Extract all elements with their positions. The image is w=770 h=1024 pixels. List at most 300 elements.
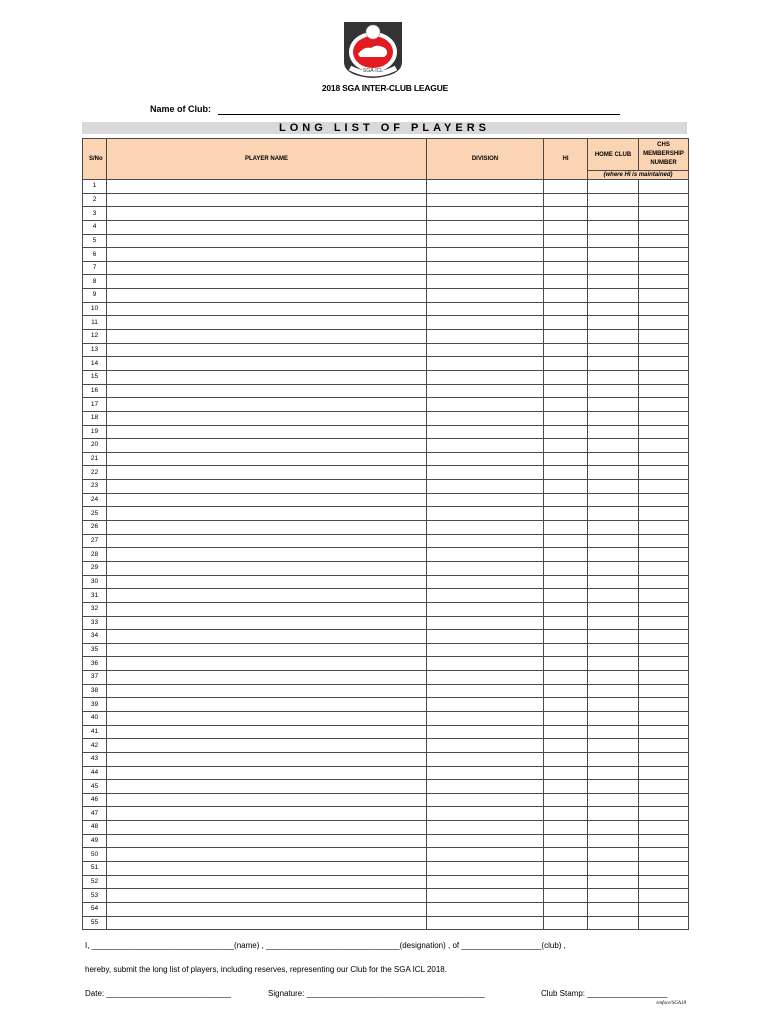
hi-cell[interactable]	[544, 261, 588, 275]
chs-number-cell[interactable]	[639, 766, 689, 780]
home-club-cell[interactable]	[588, 275, 639, 289]
hi-cell[interactable]	[544, 575, 588, 589]
home-club-cell[interactable]	[588, 862, 639, 876]
hi-cell[interactable]	[544, 411, 588, 425]
player-name-cell[interactable]	[107, 821, 427, 835]
division-cell[interactable]	[427, 193, 544, 207]
chs-number-cell[interactable]	[639, 834, 689, 848]
hi-cell[interactable]	[544, 220, 588, 234]
player-name-cell[interactable]	[107, 671, 427, 685]
hi-cell[interactable]	[544, 643, 588, 657]
division-cell[interactable]	[427, 575, 544, 589]
player-name-cell[interactable]	[107, 193, 427, 207]
player-name-cell[interactable]	[107, 330, 427, 344]
division-cell[interactable]	[427, 807, 544, 821]
home-club-cell[interactable]	[588, 807, 639, 821]
home-club-cell[interactable]	[588, 289, 639, 303]
player-name-cell[interactable]	[107, 834, 427, 848]
player-name-cell[interactable]	[107, 480, 427, 494]
division-cell[interactable]	[427, 220, 544, 234]
player-name-cell[interactable]	[107, 848, 427, 862]
home-club-cell[interactable]	[588, 493, 639, 507]
chs-number-cell[interactable]	[639, 616, 689, 630]
player-name-cell[interactable]	[107, 220, 427, 234]
chs-number-cell[interactable]	[639, 425, 689, 439]
chs-number-cell[interactable]	[639, 439, 689, 453]
home-club-cell[interactable]	[588, 684, 639, 698]
player-name-cell[interactable]	[107, 752, 427, 766]
division-cell[interactable]	[427, 207, 544, 221]
chs-number-cell[interactable]	[639, 398, 689, 412]
hi-cell[interactable]	[544, 916, 588, 930]
club-name-field[interactable]	[218, 114, 620, 115]
chs-number-cell[interactable]	[639, 807, 689, 821]
player-name-cell[interactable]	[107, 384, 427, 398]
row-number: 32	[83, 602, 107, 616]
hi-cell[interactable]	[544, 589, 588, 603]
division-cell[interactable]	[427, 602, 544, 616]
hi-cell[interactable]	[544, 725, 588, 739]
player-name-cell[interactable]	[107, 370, 427, 384]
home-club-cell[interactable]	[588, 602, 639, 616]
player-name-cell[interactable]	[107, 602, 427, 616]
hi-cell[interactable]	[544, 657, 588, 671]
chs-number-cell[interactable]	[639, 452, 689, 466]
chs-number-cell[interactable]	[639, 207, 689, 221]
home-club-cell[interactable]	[588, 671, 639, 685]
home-club-cell[interactable]	[588, 534, 639, 548]
row-number: 29	[83, 561, 107, 575]
hi-cell[interactable]	[544, 521, 588, 535]
player-name-cell[interactable]	[107, 725, 427, 739]
player-name-cell[interactable]	[107, 507, 427, 521]
division-cell[interactable]	[427, 234, 544, 248]
row-number: 13	[83, 343, 107, 357]
table-row	[83, 534, 689, 548]
division-cell[interactable]	[427, 275, 544, 289]
chs-number-cell[interactable]	[639, 589, 689, 603]
table-row	[83, 766, 689, 780]
chs-number-cell[interactable]	[639, 220, 689, 234]
chs-number-cell[interactable]	[639, 534, 689, 548]
player-name-cell[interactable]	[107, 180, 427, 194]
home-club-cell[interactable]	[588, 589, 639, 603]
table-row	[83, 480, 689, 494]
division-cell[interactable]	[427, 589, 544, 603]
home-club-cell[interactable]	[588, 657, 639, 671]
hi-cell[interactable]	[544, 316, 588, 330]
player-name-cell[interactable]	[107, 343, 427, 357]
chs-number-cell[interactable]	[639, 370, 689, 384]
division-cell[interactable]	[427, 370, 544, 384]
home-club-cell[interactable]	[588, 766, 639, 780]
division-cell[interactable]	[427, 793, 544, 807]
home-club-cell[interactable]	[588, 370, 639, 384]
hi-cell[interactable]	[544, 343, 588, 357]
hi-cell[interactable]	[544, 821, 588, 835]
division-cell[interactable]	[427, 711, 544, 725]
division-cell[interactable]	[427, 561, 544, 575]
hi-cell[interactable]	[544, 862, 588, 876]
player-name-cell[interactable]	[107, 575, 427, 589]
chs-number-cell[interactable]	[639, 466, 689, 480]
home-club-cell[interactable]	[588, 643, 639, 657]
player-name-cell[interactable]	[107, 302, 427, 316]
player-name-cell[interactable]	[107, 234, 427, 248]
player-name-cell[interactable]	[107, 411, 427, 425]
chs-number-cell[interactable]	[639, 848, 689, 862]
home-club-cell[interactable]	[588, 480, 639, 494]
hi-cell[interactable]	[544, 766, 588, 780]
hi-cell[interactable]	[544, 275, 588, 289]
table-row	[83, 207, 689, 221]
division-cell[interactable]	[427, 302, 544, 316]
division-cell[interactable]	[427, 643, 544, 657]
row-number: 33	[83, 616, 107, 630]
declaration-line1[interactable]: I, ________________________________(name) , ______________________________(designation) , of __________________(club) ,	[85, 941, 566, 950]
player-name-cell[interactable]	[107, 589, 427, 603]
club-stamp-field[interactable]: Club Stamp: __________________	[541, 989, 668, 998]
chs-number-cell[interactable]	[639, 275, 689, 289]
home-club-cell[interactable]	[588, 330, 639, 344]
home-club-cell[interactable]	[588, 752, 639, 766]
chs-number-cell[interactable]	[639, 575, 689, 589]
home-club-cell[interactable]	[588, 466, 639, 480]
home-club-cell[interactable]	[588, 780, 639, 794]
hi-cell[interactable]	[544, 248, 588, 262]
hi-cell[interactable]	[544, 848, 588, 862]
division-cell[interactable]	[427, 862, 544, 876]
player-name-cell[interactable]	[107, 902, 427, 916]
home-club-cell[interactable]	[588, 902, 639, 916]
player-name-cell[interactable]	[107, 916, 427, 930]
player-name-cell[interactable]	[107, 439, 427, 453]
hi-cell[interactable]	[544, 425, 588, 439]
hi-cell[interactable]	[544, 602, 588, 616]
chs-number-cell[interactable]	[639, 739, 689, 753]
chs-number-cell[interactable]	[639, 671, 689, 685]
division-cell[interactable]	[427, 889, 544, 903]
chs-number-cell[interactable]	[639, 561, 689, 575]
player-name-cell[interactable]	[107, 616, 427, 630]
table-row	[83, 180, 689, 194]
home-club-cell[interactable]	[588, 848, 639, 862]
col-chs-membership	[639, 139, 689, 171]
division-cell[interactable]	[427, 739, 544, 753]
chs-number-cell[interactable]	[639, 875, 689, 889]
row-number: 15	[83, 370, 107, 384]
chs-number-cell[interactable]	[639, 793, 689, 807]
chs-number-cell[interactable]	[639, 684, 689, 698]
player-name-cell[interactable]	[107, 657, 427, 671]
player-name-cell[interactable]	[107, 398, 427, 412]
player-name-cell[interactable]	[107, 739, 427, 753]
date-field[interactable]: Date: ____________________________	[85, 989, 231, 998]
hi-cell[interactable]	[544, 534, 588, 548]
player-name-cell[interactable]	[107, 357, 427, 371]
division-cell[interactable]	[427, 466, 544, 480]
chs-number-cell[interactable]	[639, 602, 689, 616]
player-name-cell[interactable]	[107, 862, 427, 876]
home-club-cell[interactable]	[588, 193, 639, 207]
division-cell[interactable]	[427, 766, 544, 780]
chs-number-cell[interactable]	[639, 261, 689, 275]
hi-cell[interactable]	[544, 834, 588, 848]
hi-cell[interactable]	[544, 739, 588, 753]
chs-number-cell[interactable]	[639, 302, 689, 316]
player-name-cell[interactable]	[107, 684, 427, 698]
home-club-cell[interactable]	[588, 548, 639, 562]
home-club-cell[interactable]	[588, 834, 639, 848]
chs-number-cell[interactable]	[639, 248, 689, 262]
home-club-cell[interactable]	[588, 793, 639, 807]
hi-cell[interactable]	[544, 398, 588, 412]
home-club-cell[interactable]	[588, 316, 639, 330]
chs-number-cell[interactable]	[639, 725, 689, 739]
player-name-cell[interactable]	[107, 643, 427, 657]
player-name-cell[interactable]	[107, 466, 427, 480]
home-club-cell[interactable]	[588, 425, 639, 439]
chs-number-cell[interactable]	[639, 521, 689, 535]
division-cell[interactable]	[427, 384, 544, 398]
chs-number-cell[interactable]	[639, 180, 689, 194]
hi-cell[interactable]	[544, 234, 588, 248]
hi-cell[interactable]	[544, 439, 588, 453]
player-name-cell[interactable]	[107, 780, 427, 794]
chs-number-cell[interactable]	[639, 752, 689, 766]
player-name-cell[interactable]	[107, 452, 427, 466]
hi-cell[interactable]	[544, 207, 588, 221]
chs-number-cell[interactable]	[639, 643, 689, 657]
player-name-cell[interactable]	[107, 875, 427, 889]
chs-number-cell[interactable]	[639, 507, 689, 521]
chs-number-cell[interactable]	[639, 780, 689, 794]
hi-cell[interactable]	[544, 630, 588, 644]
home-club-cell[interactable]	[588, 180, 639, 194]
player-name-cell[interactable]	[107, 793, 427, 807]
home-club-cell[interactable]	[588, 725, 639, 739]
chs-number-cell[interactable]	[639, 330, 689, 344]
division-cell[interactable]	[427, 548, 544, 562]
home-club-cell[interactable]	[588, 452, 639, 466]
hi-cell[interactable]	[544, 330, 588, 344]
hi-cell[interactable]	[544, 507, 588, 521]
hi-cell[interactable]	[544, 180, 588, 194]
home-club-cell[interactable]	[588, 889, 639, 903]
chs-number-cell[interactable]	[639, 411, 689, 425]
chs-number-cell[interactable]	[639, 657, 689, 671]
chs-number-cell[interactable]	[639, 548, 689, 562]
division-cell[interactable]	[427, 507, 544, 521]
division-cell[interactable]	[427, 616, 544, 630]
hi-cell[interactable]	[544, 875, 588, 889]
home-club-cell[interactable]	[588, 630, 639, 644]
chs-number-cell[interactable]	[639, 289, 689, 303]
signature-field[interactable]: Signature: ________________________________________	[268, 989, 485, 998]
player-name-cell[interactable]	[107, 521, 427, 535]
player-name-cell[interactable]	[107, 261, 427, 275]
row-number: 18	[83, 411, 107, 425]
home-club-cell[interactable]	[588, 561, 639, 575]
division-cell[interactable]	[427, 834, 544, 848]
player-name-cell[interactable]	[107, 889, 427, 903]
player-name-cell[interactable]	[107, 807, 427, 821]
hi-cell[interactable]	[544, 548, 588, 562]
row-number: 11	[83, 316, 107, 330]
home-club-cell[interactable]	[588, 357, 639, 371]
hi-cell[interactable]	[544, 752, 588, 766]
player-name-cell[interactable]	[107, 630, 427, 644]
player-name-cell[interactable]	[107, 548, 427, 562]
home-club-cell[interactable]	[588, 384, 639, 398]
division-cell[interactable]	[427, 411, 544, 425]
hi-cell[interactable]	[544, 684, 588, 698]
hi-cell[interactable]	[544, 289, 588, 303]
home-club-cell[interactable]	[588, 575, 639, 589]
division-cell[interactable]	[427, 698, 544, 712]
division-cell[interactable]	[427, 752, 544, 766]
chs-number-cell[interactable]	[639, 698, 689, 712]
division-cell[interactable]	[427, 671, 544, 685]
division-cell[interactable]	[427, 684, 544, 698]
home-club-cell[interactable]	[588, 411, 639, 425]
division-cell[interactable]	[427, 480, 544, 494]
home-club-cell[interactable]	[588, 507, 639, 521]
hi-cell[interactable]	[544, 193, 588, 207]
hi-cell[interactable]	[544, 493, 588, 507]
home-club-cell[interactable]	[588, 616, 639, 630]
hi-cell[interactable]	[544, 452, 588, 466]
player-name-cell[interactable]	[107, 207, 427, 221]
hi-cell[interactable]	[544, 902, 588, 916]
player-name-cell[interactable]	[107, 766, 427, 780]
chs-number-cell[interactable]	[639, 916, 689, 930]
chs-number-cell[interactable]	[639, 316, 689, 330]
home-club-cell[interactable]	[588, 711, 639, 725]
home-club-cell[interactable]	[588, 739, 639, 753]
hi-cell[interactable]	[544, 466, 588, 480]
table-row	[83, 521, 689, 535]
hi-cell[interactable]	[544, 616, 588, 630]
division-cell[interactable]	[427, 357, 544, 371]
division-cell[interactable]	[427, 875, 544, 889]
chs-number-cell[interactable]	[639, 889, 689, 903]
home-club-cell[interactable]	[588, 916, 639, 930]
hi-cell[interactable]	[544, 302, 588, 316]
chs-number-cell[interactable]	[639, 630, 689, 644]
player-name-cell[interactable]	[107, 248, 427, 262]
hi-cell[interactable]	[544, 561, 588, 575]
division-cell[interactable]	[427, 439, 544, 453]
division-cell[interactable]	[427, 248, 544, 262]
table-row	[83, 834, 689, 848]
row-number: 17	[83, 398, 107, 412]
home-club-cell[interactable]	[588, 207, 639, 221]
player-name-cell[interactable]	[107, 493, 427, 507]
division-cell[interactable]	[427, 180, 544, 194]
chs-number-cell[interactable]	[639, 480, 689, 494]
division-cell[interactable]	[427, 657, 544, 671]
division-cell[interactable]	[427, 848, 544, 862]
table-row	[83, 234, 689, 248]
home-club-cell[interactable]	[588, 398, 639, 412]
hi-cell[interactable]	[544, 807, 588, 821]
home-club-cell[interactable]	[588, 343, 639, 357]
home-club-cell[interactable]	[588, 875, 639, 889]
division-cell[interactable]	[427, 902, 544, 916]
division-cell[interactable]	[427, 521, 544, 535]
chs-number-cell[interactable]	[639, 493, 689, 507]
division-cell[interactable]	[427, 821, 544, 835]
player-name-cell[interactable]	[107, 275, 427, 289]
hi-cell[interactable]	[544, 889, 588, 903]
hi-cell[interactable]	[544, 384, 588, 398]
table-row	[83, 752, 689, 766]
player-name-cell[interactable]	[107, 561, 427, 575]
home-club-cell[interactable]	[588, 521, 639, 535]
division-cell[interactable]	[427, 780, 544, 794]
home-club-cell[interactable]	[588, 698, 639, 712]
player-name-cell[interactable]	[107, 289, 427, 303]
chs-number-cell[interactable]	[639, 357, 689, 371]
player-name-cell[interactable]	[107, 534, 427, 548]
home-club-cell[interactable]	[588, 439, 639, 453]
hi-cell[interactable]	[544, 698, 588, 712]
division-cell[interactable]	[427, 630, 544, 644]
player-name-cell[interactable]	[107, 698, 427, 712]
chs-number-cell[interactable]	[639, 234, 689, 248]
division-cell[interactable]	[427, 534, 544, 548]
player-name-cell[interactable]	[107, 316, 427, 330]
hi-cell[interactable]	[544, 480, 588, 494]
home-club-cell[interactable]	[588, 821, 639, 835]
division-cell[interactable]	[427, 398, 544, 412]
division-cell[interactable]	[427, 493, 544, 507]
home-club-cell[interactable]	[588, 234, 639, 248]
division-cell[interactable]	[427, 725, 544, 739]
division-cell[interactable]	[427, 330, 544, 344]
chs-number-cell[interactable]	[639, 711, 689, 725]
division-cell[interactable]	[427, 425, 544, 439]
chs-number-cell[interactable]	[639, 193, 689, 207]
player-name-cell[interactable]	[107, 711, 427, 725]
hi-cell[interactable]	[544, 357, 588, 371]
hi-cell[interactable]	[544, 671, 588, 685]
division-cell[interactable]	[427, 916, 544, 930]
chs-number-cell[interactable]	[639, 862, 689, 876]
home-club-cell[interactable]	[588, 248, 639, 262]
hi-cell[interactable]	[544, 793, 588, 807]
home-club-cell[interactable]	[588, 220, 639, 234]
hi-cell[interactable]	[544, 780, 588, 794]
table-row	[83, 193, 689, 207]
chs-number-cell[interactable]	[639, 343, 689, 357]
chs-number-cell[interactable]	[639, 902, 689, 916]
hi-cell[interactable]	[544, 711, 588, 725]
player-name-cell[interactable]	[107, 425, 427, 439]
table-row	[83, 548, 689, 562]
home-club-cell[interactable]	[588, 302, 639, 316]
chs-number-cell[interactable]	[639, 384, 689, 398]
division-cell[interactable]	[427, 343, 544, 357]
division-cell[interactable]	[427, 261, 544, 275]
division-cell[interactable]	[427, 316, 544, 330]
division-cell[interactable]	[427, 452, 544, 466]
hi-cell[interactable]	[544, 370, 588, 384]
division-cell[interactable]	[427, 289, 544, 303]
home-club-cell[interactable]	[588, 261, 639, 275]
chs-number-cell[interactable]	[639, 821, 689, 835]
